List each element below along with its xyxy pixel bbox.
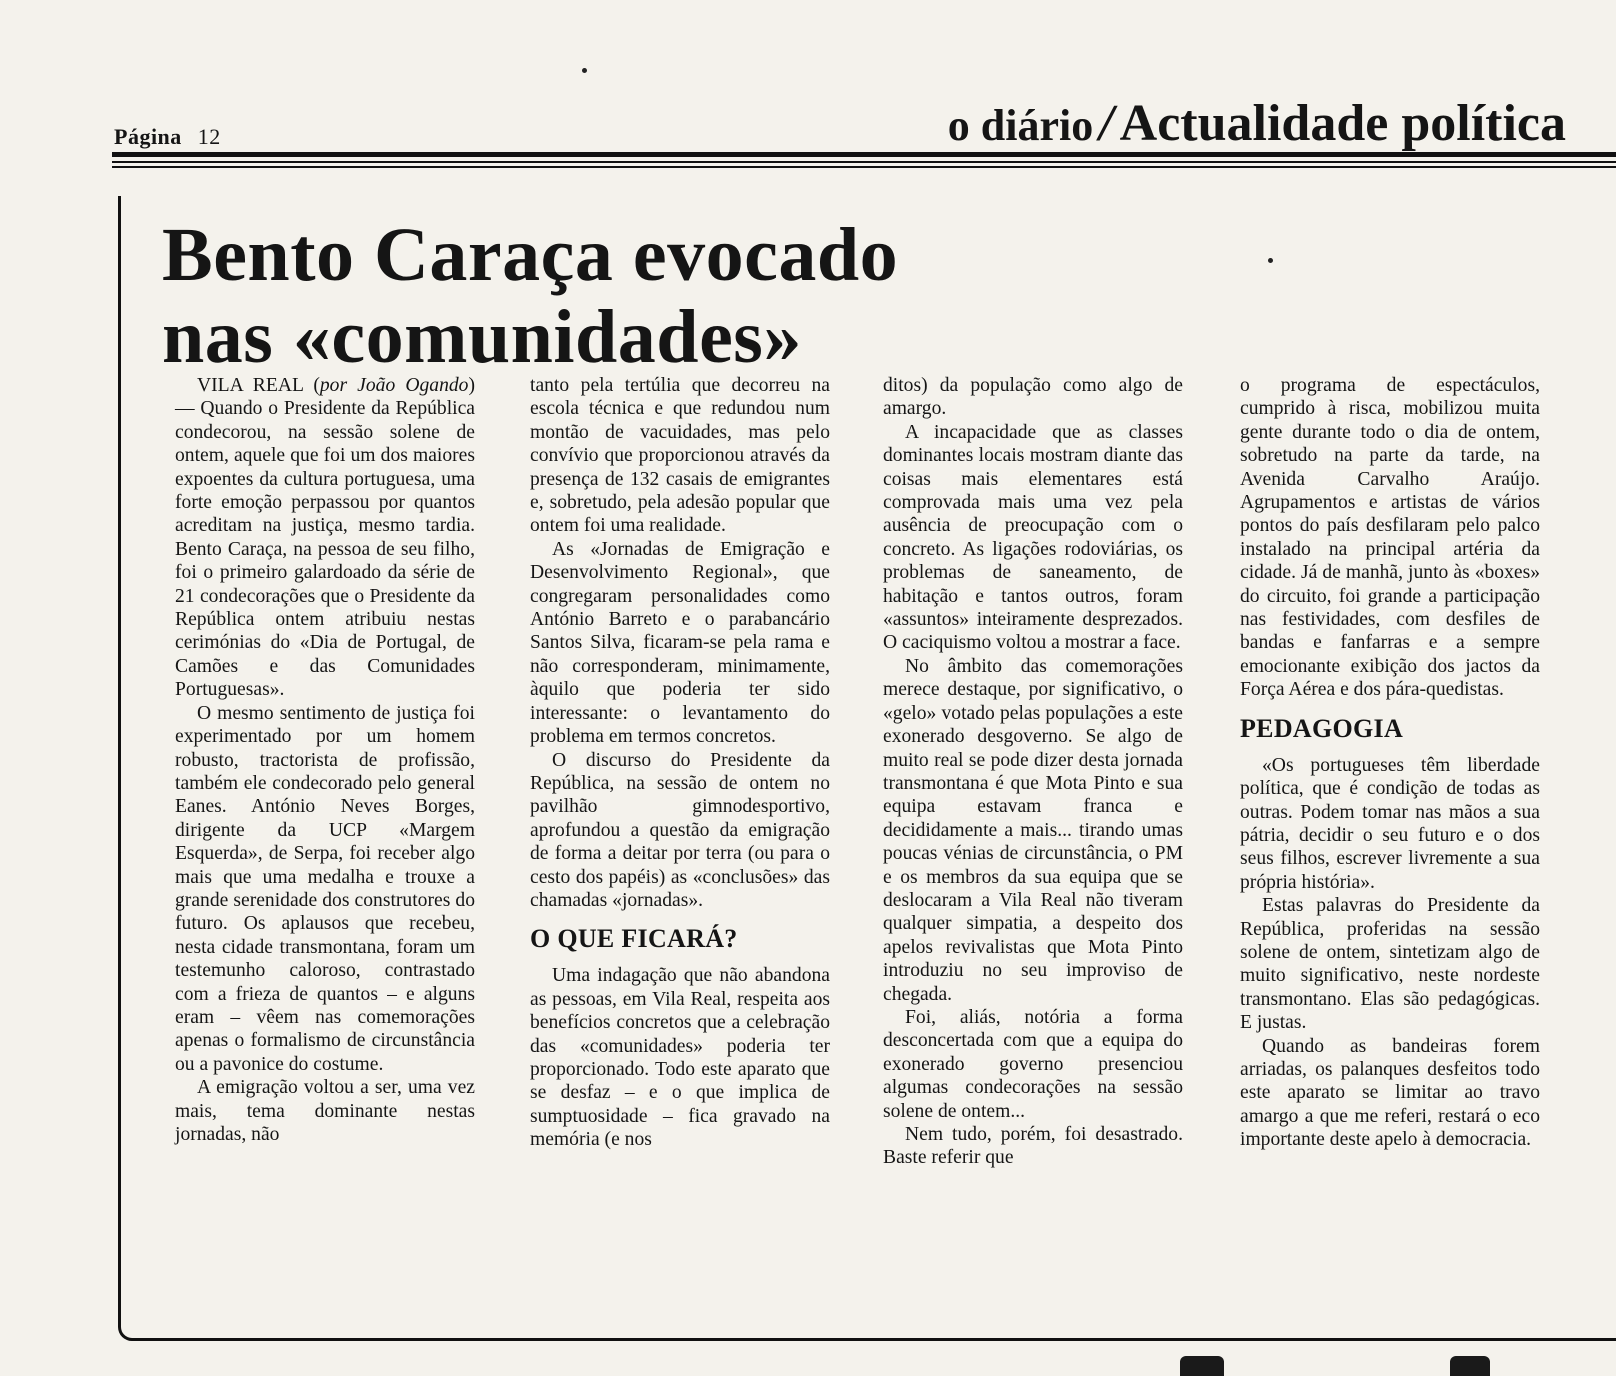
paragraph: Nem tudo, porém, foi desastrado. Baste referir que: [883, 1124, 1183, 1169]
paragraph: o programa de espectáculos, cumprido à risca, mobilizou muita gente durante todo o dia de ontem, sobretudo na parte da tarde, na Avenida Carvalho Araújo. Agrupamentos e artistas de vários pontos do país desfilaram pelo palco instalado na principal artéria da cidade. Já de manhã, junto às «boxes» do circuito, foi grande a participação nas festividades, com desfiles de bandas e fanfarras e a sempre emocionante exibição dos jactos da Força Aérea e dos pára-quedistas.: [1240, 375, 1540, 701]
cutoff-glyph: [1180, 1356, 1224, 1376]
paragraph: tanto pela tertúlia que decorreu na escola técnica e que redundou num montão de vacuidades, mas pelo convívio que proporcionou através da presença de 132 casais de emigrantes e, sobretudo, pela adesão popular que ontem foi uma realidade.: [530, 375, 830, 537]
paragraph: A incapacidade que as classes dominantes locais mostram diante das coisas mais elementares está comprovada mais uma vez pela ausência de preocupação com o concreto. As ligações rodoviárias, os problemas de saneamento, de habitação e tantos outros, foram «assuntos» inteiramente desprezados. O caciquismo voltou a mostrar a face.: [883, 421, 1183, 654]
paragraph: As «Jornadas de Emigração e Desenvolvimento Regional», que congregaram personalidades como António Barreto e o parabancário Santos Silva, ficaram-se pela rama e não corresponderam, minimamente, àquilo que poderia ter sido interessante: o levantamento do problema em termos concretos.: [530, 538, 830, 748]
header-rules: [112, 152, 1616, 168]
byline: por João Ogando: [319, 375, 469, 396]
paragraph: O discurso do Presidente da República, na sessão de ontem no pavilhão gimnodesportivo, aprofundou a questão da emigração de forma a deitar por terra (ou para o cesto dos papéis) as «conclusões» das chamadas «jornadas».: [530, 749, 830, 911]
headline-line-2: nas «comunidades»: [162, 295, 802, 379]
next-article-cutoff: [1150, 1352, 1510, 1376]
masthead-separator: /: [1099, 95, 1114, 152]
headline-line-1: Bento Caraça evocado: [162, 213, 899, 297]
header-rule-thin: [112, 161, 1616, 163]
article-column-2: [530, 374, 830, 1152]
masthead: [947, 95, 1566, 152]
header-rule-thick: [112, 152, 1616, 157]
paragraph: ditos) da população como algo de amargo.: [883, 375, 1183, 420]
page-label: [114, 124, 221, 150]
paragraph: No âmbito das comemorações merece destaque, por significativo, o «gelo» votado pelas populações a este exonerado desgoverno. Se algo de muito real se pode dizer desta jornada transmontana é que Mota Pinto e sua equipa estavam franca e decididamente a mais... tirando umas poucas vénias de circunstância, o PM e os membros da sua equipa que se deslocaram a Vila Real não tiveram qualquer simpatia, a despeito dos apelos revivalistas que Mota Pinto introduziu no seu improviso de chegada.: [883, 655, 1183, 1005]
article-headline: [162, 214, 898, 378]
article-column-4: [1240, 374, 1540, 1152]
subheading-o-que-ficara: O QUE FICARÁ?: [530, 924, 738, 954]
section-title: Actualidade política: [1119, 95, 1566, 152]
paragraph: Foi, aliás, notória a forma desconcertada com que a equipa do exonerado governo presenciou algumas condecorações na sessão solene de ontem...: [883, 1006, 1183, 1122]
article-column-1: [175, 374, 475, 1146]
subheading-pedagogia: PEDAGOGIA: [1240, 713, 1404, 743]
header-rule-thin-2: [112, 166, 1616, 168]
cutoff-glyph: [1450, 1356, 1490, 1376]
paragraph: O mesmo sentimento de justiça foi experimentado por um homem robusto, tractorista de profissão, também ele condecorado pelo general Eanes. António Neves Borges, dirigente da UCP «Margem Esquerda», de Serpa, foi receber algo mais que uma medalha e trouxe a grande serenidade dos construtores do futuro. Os aplausos que recebeu, nesta cidade transmontana, foram um testemunho caloroso, contrastado com a frieza de quantos – e alguns eram – vêem nas comemorações apenas o formalismo de circunstância ou a pavonice do costume.: [175, 702, 475, 1075]
page-number: 12: [197, 124, 221, 149]
paragraph: [175, 374, 475, 702]
paragraph: Uma indagação que não abandona as pessoas, em Vila Real, respeita aos benefícios concretos que a celebração das «comunidades» poderia ter proporcionado. Todo este aparato que se desfaz – e o que implica de sumptuosidade – fica gravado na memória (e nos: [530, 965, 830, 1151]
paragraph-quote: «Os portugueses têm liberdade política, que é condição de todas as outras. Podem tomar nas mãos a sua pátria, decidir o seu futuro e o dos seus filhos, escrever livremente a sua própria história».: [1240, 754, 1540, 893]
paragraph: Estas palavras do Presidente da República, proferidas na sessão solene de ontem, sintetizam algo de muito significativo, neste nordeste transmontano. Elas são pedagógicas. E justas.: [1240, 895, 1540, 1034]
paragraph: A emigração voltou a ser, uma vez mais, tema dominante nestas jornadas, não: [175, 1077, 475, 1145]
paragraph: Quando as bandeiras forem arriadas, os palanques desfeitos todo este aparato se limitar ao travo amargo a que me referi, restará o eco importante deste apelo à democracia.: [1240, 1035, 1540, 1151]
print-speck: [582, 68, 587, 73]
print-speck: [1268, 258, 1273, 263]
article-column-3: [883, 374, 1183, 1170]
page-label-text: Página: [114, 124, 182, 149]
dateline: VILA REAL (: [197, 375, 320, 396]
paper-name: o diário: [947, 101, 1094, 150]
paragraph-text: ) — Quando o Presidente da República condecorou, na sessão solene de ontem, aquele que foi um dos maiores expoentes da cultura portuguesa, uma forte emoção perpassou por quantos acreditam na justiça, mesmo tardia. Bento Caraça, na pessoa de seu filho, foi o primeiro galardoado da série de 21 condecorações que o Presidente da República ontem atribuiu nestas cerimónias do «Dia de Portugal, de Camões e das Comunidades Portuguesas».: [175, 375, 475, 701]
